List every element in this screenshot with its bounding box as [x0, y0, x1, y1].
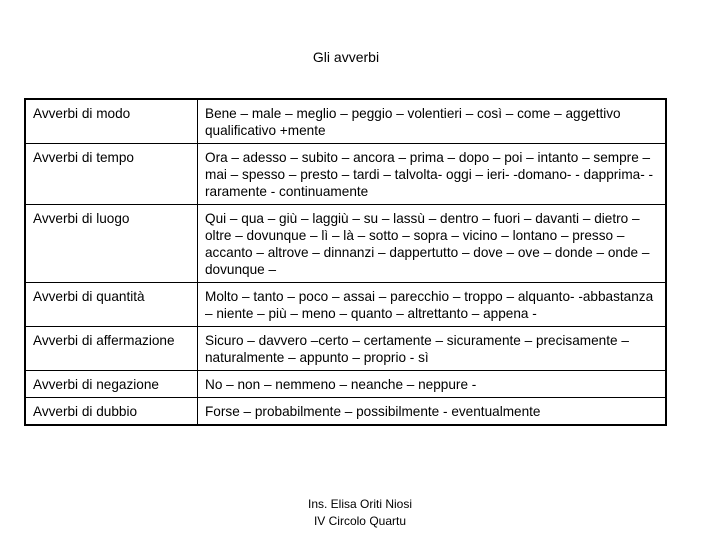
category-cell: Avverbi di negazione [25, 371, 198, 398]
table-row [25, 99, 666, 144]
table-row [25, 371, 666, 398]
examples-cell: Ora – adesso – subito – ancora – prima – dopo – poi – intanto – sempre – mai – spesso – presto – tardi – talvolta- oggi – ieri- -domano- - dapprima- -raramente - continuamente [198, 144, 667, 205]
table-row [25, 283, 666, 327]
table-row [25, 327, 666, 371]
examples-cell: Molto – tanto – poco – assai – parecchio – troppo – alquanto- -abbastanza – niente – più – meno – quanto – altrettanto – appena - [198, 283, 667, 327]
examples-cell: Bene – male – meglio – peggio – volentieri – così – come – aggettivo qualificativo +mente [198, 99, 667, 144]
category-cell: Avverbi di dubbio [25, 398, 198, 426]
table-row [25, 398, 666, 426]
examples-cell: Forse – probabilmente – possibilmente - eventualmente [198, 398, 667, 426]
examples-cell: Qui – qua – giù – laggiù – su – lassù – dentro – fuori – davanti – dietro – oltre – dovunque – lì – là – sotto – sopra – vicino – lontano – presso – accanto – altrove – dinnanzi – dappertutto – dove – ove – donde – onde – dovunque – [198, 205, 667, 283]
adverbs-table [24, 98, 667, 426]
school-name: IV Circolo Quartu [313, 514, 407, 528]
table-row [25, 205, 666, 283]
examples-cell: Sicuro – davvero –certo – certamente – sicuramente – precisamente – naturalmente – appunto – proprio - sì [198, 327, 667, 371]
category-cell: Avverbi di quantità [25, 283, 198, 327]
author-name: Ins. Elisa Oriti Niosi [307, 497, 413, 511]
examples-cell: No – non – nemmeno – neanche – neppure - [198, 371, 667, 398]
category-cell: Avverbi di luogo [25, 205, 198, 283]
category-cell: Avverbi di affermazione [25, 327, 198, 371]
category-cell: Avverbi di tempo [25, 144, 198, 205]
category-cell: Avverbi di modo [25, 99, 198, 144]
author-footer [0, 496, 720, 530]
table-row [25, 144, 666, 205]
page-title: Gli avverbi [312, 49, 380, 65]
